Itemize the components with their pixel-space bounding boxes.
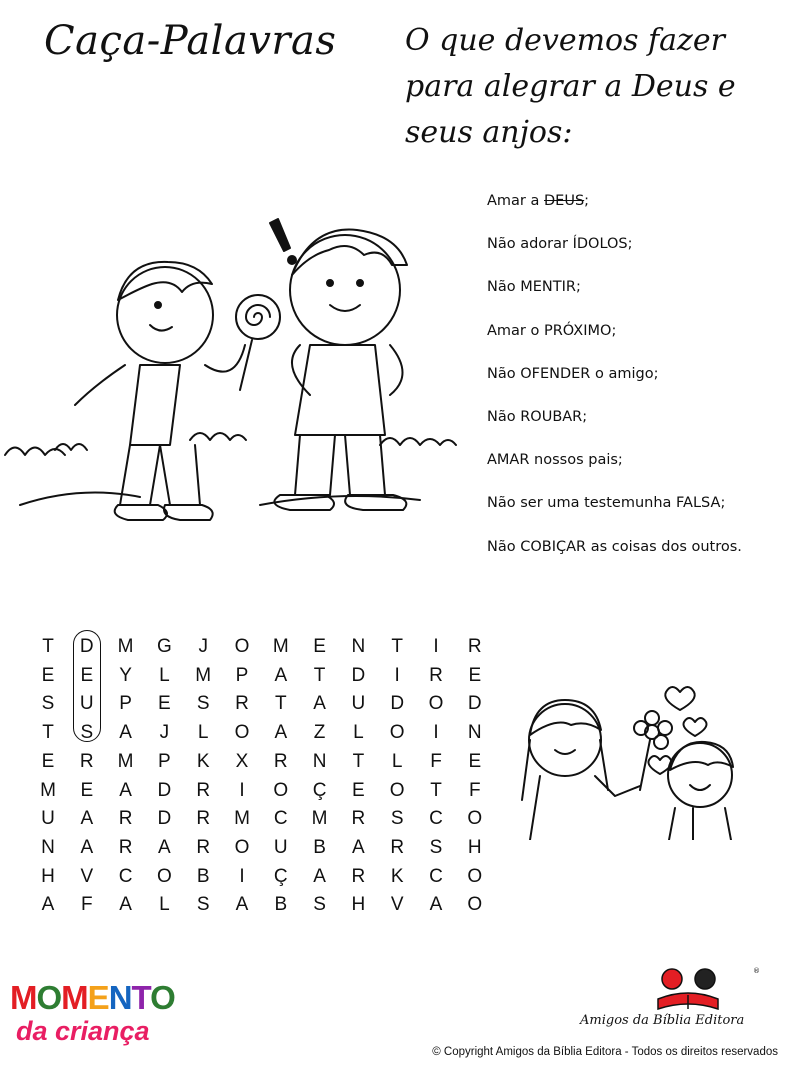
grid-letter[interactable]: M <box>311 808 328 830</box>
grid-letter[interactable]: Y <box>119 664 132 686</box>
grid-letter[interactable]: Z <box>313 722 326 744</box>
grid-letter[interactable]: M <box>234 808 250 830</box>
grid-letter[interactable]: A <box>80 808 94 830</box>
grid-letter[interactable]: A <box>313 693 326 715</box>
grid-letter[interactable]: D <box>467 693 482 715</box>
task-text: Não adorar <box>487 236 573 253</box>
grid-letter[interactable]: D <box>79 636 94 657</box>
task-text-end: ; <box>627 236 633 253</box>
grid-letter[interactable]: A <box>313 865 326 887</box>
grid-letter[interactable]: R <box>351 865 366 887</box>
amigos-logo-text: Amigos da Bíblia Editora <box>580 1013 745 1028</box>
word-list-item <box>487 236 742 279</box>
grid-letter[interactable]: C <box>273 808 288 830</box>
logo-letter: M <box>61 979 88 1016</box>
grid-letter[interactable]: O <box>467 894 483 916</box>
children-flower-illustration <box>515 680 745 840</box>
grid-letter[interactable]: M <box>117 636 134 657</box>
grid-letter[interactable]: D <box>157 779 172 801</box>
task-text: Não ser uma testemunha <box>487 495 677 512</box>
task-keyword: MENTIR <box>520 279 576 296</box>
grid-letter[interactable]: T <box>430 779 442 801</box>
grid-letter[interactable]: L <box>159 664 170 686</box>
task-keyword: DEUS <box>544 193 585 209</box>
grid-letter[interactable]: S <box>41 693 55 715</box>
task-text-end: ; <box>582 408 588 425</box>
grid-letter[interactable]: R <box>273 750 288 772</box>
grid-letter[interactable]: J <box>159 722 170 744</box>
grid-letter[interactable]: A <box>235 894 249 916</box>
grid-letter[interactable]: H <box>467 836 482 858</box>
word-list-item <box>487 279 742 322</box>
grid-letter[interactable]: E <box>313 636 326 657</box>
grid-letter[interactable]: A <box>352 836 365 858</box>
grid-letter[interactable]: R <box>351 808 366 830</box>
task-text-end: ; <box>575 279 581 296</box>
grid-letter[interactable]: A <box>80 836 94 858</box>
grid-letter[interactable]: S <box>196 693 210 715</box>
grid-letter[interactable]: S <box>80 722 94 744</box>
task-text: Amar a <box>487 193 544 209</box>
grid-letter[interactable]: R <box>196 808 211 830</box>
grid-letter[interactable]: X <box>235 750 249 772</box>
task-keyword: AMAR <box>487 452 530 469</box>
task-text: Não <box>487 365 521 382</box>
word-list-item <box>487 539 742 582</box>
grid-letter[interactable]: R <box>196 836 211 858</box>
logo-momento-text <box>10 980 185 1016</box>
grid-letter[interactable]: R <box>235 693 249 715</box>
grid-letter[interactable]: A <box>41 894 55 916</box>
word-search-grid[interactable] <box>33 636 483 916</box>
grid-letter[interactable]: O <box>467 865 483 887</box>
grid-letter[interactable]: M <box>40 779 56 801</box>
task-keyword: ROUBAR <box>520 408 583 425</box>
logo-letter: O <box>36 979 62 1016</box>
grid-letter[interactable]: R <box>429 664 443 686</box>
grid-letter[interactable]: O <box>234 636 250 657</box>
page-title: Caça-Palavras <box>44 18 337 64</box>
word-list-item <box>487 495 742 538</box>
grid-letter[interactable]: A <box>119 722 132 744</box>
grid-letter[interactable]: I <box>239 865 245 887</box>
task-text-end: o amigo; <box>590 365 659 382</box>
grid-letter[interactable]: C <box>429 865 443 887</box>
grid-letter[interactable]: O <box>273 779 289 801</box>
task-text: Não <box>487 279 521 296</box>
grid-letter[interactable]: M <box>272 636 289 657</box>
word-list-item <box>487 193 742 236</box>
grid-letter[interactable]: T <box>391 636 403 657</box>
grid-letter[interactable]: G <box>157 636 172 657</box>
grid-letter[interactable]: F <box>80 894 93 916</box>
grid-letter[interactable]: Ç <box>312 779 327 801</box>
grid-letter[interactable]: I <box>433 722 439 744</box>
grid-letter[interactable]: D <box>157 808 172 830</box>
grid-letter[interactable]: O <box>467 808 483 830</box>
grid-letter[interactable]: T <box>274 693 287 715</box>
task-text-end: as coisas dos outros. <box>586 538 742 555</box>
grid-letter[interactable]: U <box>273 836 288 858</box>
grid-letter[interactable]: O <box>389 722 405 744</box>
word-list-item <box>487 452 742 495</box>
grid-letter[interactable]: D <box>351 664 366 686</box>
grid-letter[interactable]: L <box>159 894 170 916</box>
grid-letter[interactable]: B <box>274 894 288 916</box>
grid-letter[interactable]: E <box>80 779 94 801</box>
grid-letter[interactable]: D <box>390 693 405 715</box>
grid-letter[interactable]: A <box>158 836 171 858</box>
grid-letter[interactable]: R <box>196 779 211 801</box>
children-reading-icon <box>630 965 750 1011</box>
word-list-item <box>487 366 742 409</box>
grid-letter[interactable]: A <box>429 894 443 916</box>
logo-letter: E <box>87 979 109 1016</box>
grid-letter[interactable]: T <box>313 664 326 686</box>
boys-illustration <box>0 205 470 545</box>
grid-letter[interactable]: R <box>79 750 94 772</box>
grid-letter[interactable]: E <box>352 779 365 801</box>
task-text: Não <box>487 538 521 555</box>
grid-letter[interactable]: M <box>195 664 212 686</box>
grid-letter[interactable]: R <box>118 808 133 830</box>
grid-letter[interactable]: E <box>468 750 482 772</box>
question-text: O que devemos fazer para alegrar a Deus e seus anjos: <box>405 23 736 150</box>
grid-letter[interactable]: F <box>468 779 481 801</box>
task-text-end: ; <box>611 322 617 339</box>
logo-letter: T <box>131 979 151 1016</box>
grid-letter[interactable]: O <box>234 836 250 858</box>
grid-letter[interactable]: A <box>119 779 132 801</box>
registered-mark: ® <box>753 967 760 975</box>
grid-letter[interactable]: V <box>80 865 94 887</box>
grid-letter[interactable]: A <box>274 722 288 744</box>
grid-letter[interactable]: E <box>80 664 94 686</box>
grid-letter[interactable]: P <box>158 750 171 772</box>
grid-letter[interactable]: N <box>312 750 327 772</box>
grid-letter[interactable]: E <box>468 664 482 686</box>
grid-letter[interactable]: T <box>42 722 54 744</box>
grid-letter[interactable]: U <box>351 693 366 715</box>
grid-letter[interactable]: V <box>390 894 404 916</box>
grid-letter[interactable]: S <box>429 836 443 858</box>
grid-letter[interactable]: K <box>390 865 404 887</box>
grid-letter[interactable]: K <box>196 750 210 772</box>
grid-letter[interactable]: R <box>118 836 133 858</box>
grid-letter[interactable]: Ç <box>273 865 288 887</box>
word-list-item <box>487 323 742 366</box>
task-text: Amar o <box>487 322 544 339</box>
task-text: Não <box>487 408 521 425</box>
grid-letter[interactable]: S <box>196 894 210 916</box>
grid-letter[interactable]: L <box>197 722 209 744</box>
task-keyword: PRÓXIMO <box>543 322 612 339</box>
grid-letter[interactable]: I <box>433 636 439 657</box>
task-keyword: OFENDER <box>520 365 591 382</box>
task-keyword: FALSA <box>676 495 721 512</box>
grid-letter[interactable]: O <box>157 865 172 887</box>
grid-letter[interactable]: N <box>351 636 366 657</box>
task-keyword: ÍDOLOS <box>572 236 628 253</box>
grid-letter[interactable]: L <box>353 722 364 744</box>
grid-letter[interactable]: N <box>41 836 55 858</box>
grid-letter[interactable]: C <box>118 865 133 887</box>
logo-letter: N <box>108 979 132 1016</box>
grid-letter[interactable]: P <box>235 664 249 686</box>
grid-letter[interactable]: S <box>313 894 326 916</box>
grid-letter[interactable]: B <box>313 836 326 858</box>
amigos-da-biblia-logo <box>575 965 780 1035</box>
grid-letter[interactable]: I <box>394 664 400 686</box>
grid-letter[interactable]: E <box>158 693 171 715</box>
grid-letter[interactable]: E <box>41 750 55 772</box>
grid-letter[interactable]: E <box>41 664 55 686</box>
grid-letter[interactable]: B <box>196 865 210 887</box>
word-list-item <box>487 409 742 452</box>
grid-letter[interactable]: R <box>390 836 405 858</box>
grid-letter[interactable]: L <box>391 750 403 772</box>
grid-letter[interactable]: O <box>234 722 250 744</box>
grid-letter[interactable]: T <box>352 750 365 772</box>
grid-letter[interactable]: C <box>429 808 443 830</box>
grid-letter[interactable]: S <box>390 808 404 830</box>
word-list <box>487 193 742 582</box>
grid-letter[interactable]: U <box>79 693 94 715</box>
task-text-end: ; <box>720 495 726 512</box>
grid-letter[interactable]: U <box>41 808 55 830</box>
grid-letter[interactable]: O <box>389 779 405 801</box>
task-text-end: ; <box>584 193 590 209</box>
copyright-notice: © Copyright Amigos da Bíblia Editora - Todos os direitos reservados <box>432 1046 778 1058</box>
task-text-end: nossos pais; <box>529 452 623 469</box>
grid-letter[interactable]: F <box>430 750 442 772</box>
grid-letter[interactable]: O <box>428 693 444 715</box>
task-keyword: COBIÇAR <box>520 538 587 555</box>
momento-da-crianca-logo <box>10 980 185 1046</box>
grid-letter[interactable]: A <box>119 894 132 916</box>
grid-letter[interactable]: H <box>41 865 55 887</box>
logo-letter: O <box>150 979 175 1016</box>
grid-letter[interactable]: P <box>119 693 132 715</box>
grid-letter[interactable]: M <box>117 750 134 772</box>
logo-da-crianca-text: da criança <box>16 1016 150 1046</box>
logo-letter: M <box>10 979 37 1016</box>
grid-letter[interactable]: I <box>239 779 245 801</box>
grid-letter[interactable]: J <box>198 636 208 657</box>
grid-letter[interactable]: N <box>467 722 482 744</box>
grid-letter[interactable]: H <box>351 894 366 916</box>
grid-letter[interactable]: R <box>467 636 482 657</box>
grid-letter[interactable]: T <box>42 636 54 657</box>
grid-letter[interactable]: A <box>274 664 288 686</box>
